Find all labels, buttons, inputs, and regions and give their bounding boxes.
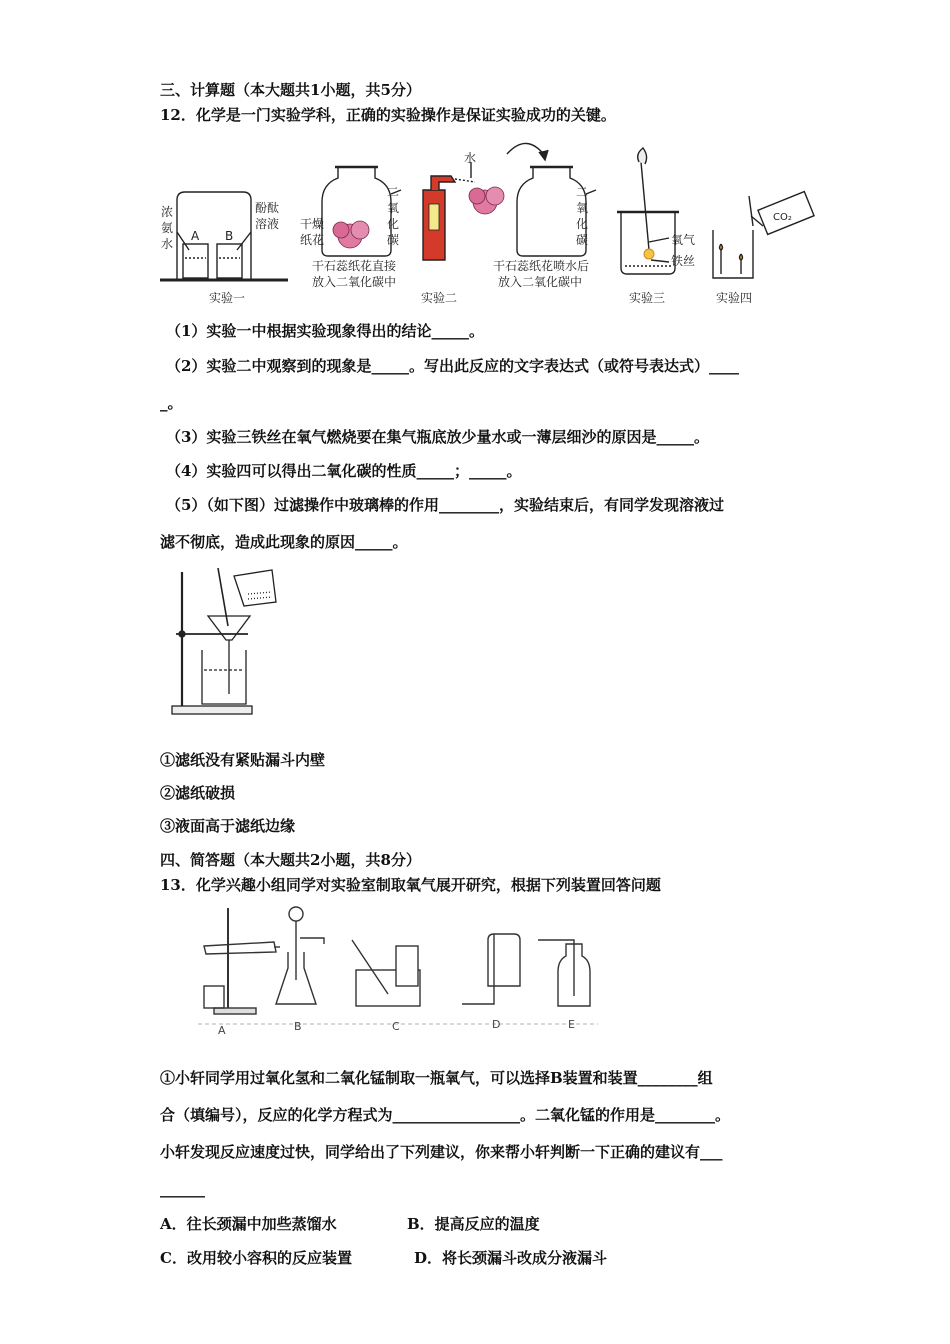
apparatus-label-b: B — [294, 1020, 302, 1033]
label-beaker-a: A — [191, 229, 200, 243]
q12-stem: 12．化学是一门实验学科，正确的实验操作是保证实验成功的关键。 — [160, 106, 616, 124]
co2-right-1: 二 — [576, 185, 589, 199]
label-co2-bottle: CO₂ — [773, 212, 792, 223]
q13-line4: ______ — [160, 1180, 205, 1198]
section-3-title: 三、计算题（本大题共1小题，共5分） — [160, 81, 421, 99]
co2-left-3: 化 — [387, 217, 400, 231]
caption-left-2: 放入二氧化碳中 — [312, 275, 397, 289]
q13-option-d: D．将长颈漏斗改成分液漏斗 — [414, 1249, 608, 1267]
label-oxygen: 氧气 — [671, 233, 696, 247]
apparatus-label-c: C — [392, 1020, 400, 1033]
apparatus-label-a: A — [218, 1024, 226, 1037]
apparatus-label-d: D — [492, 1018, 501, 1031]
label-exp3: 实验三 — [629, 291, 666, 305]
section-4-title: 四、简答题（本大题共2小题，共8分） — [160, 851, 421, 869]
q12-part5-line2: 滤不彻底，造成此现象的原因_____。 — [160, 533, 408, 551]
option-1: ①滤纸没有紧贴漏斗内壁 — [160, 751, 326, 769]
q12-experiments-figure — [155, 132, 825, 310]
label-beaker-b: B — [225, 229, 234, 243]
label-dry: 干燥 — [300, 217, 325, 231]
q12-part4: （4）实验四可以得出二氧化碳的性质_____；_____。 — [166, 462, 522, 480]
q13-line1: ①小轩同学用过氧化氢和二氧化锰制取一瓶氧气，可以选择B装置和装置________组 — [160, 1069, 713, 1087]
co2-right-3: 化 — [576, 217, 589, 231]
q12-part2-line2: _。 — [160, 394, 183, 412]
label-water: 水 — [161, 237, 174, 251]
co2-left-2: 氧 — [387, 201, 400, 215]
co2-left-4: 碳 — [387, 233, 400, 247]
label-exp2: 实验二 — [421, 291, 458, 305]
label-phenol-2: 溶液 — [255, 217, 280, 231]
q13-option-c: C．改用较小容积的反应装置 — [160, 1249, 352, 1267]
caption-left-1: 干石蕊纸花直接 — [312, 259, 397, 273]
label-paper: 纸花 — [300, 233, 325, 247]
q12-part2-line1: （2）实验二中观察到的现象是_____。写出此反应的文字表达式（或符号表达式）____ — [166, 357, 739, 375]
co2-right-2: 氧 — [576, 201, 589, 215]
q13-option-b: B．提高反应的温度 — [407, 1215, 540, 1233]
label-water-spray: 水 — [464, 151, 477, 165]
filtration-figure — [168, 566, 286, 722]
caption-right-1: 干石蕊纸花喷水后 — [493, 259, 590, 273]
label-conc: 浓 — [161, 205, 174, 219]
q13-stem: 13．化学兴趣小组同学对实验室制取氧气展开研究，根据下列装置回答问题 — [160, 876, 661, 894]
option-2: ②滤纸破损 — [160, 784, 236, 802]
apparatus-label-e: E — [568, 1018, 575, 1031]
co2-left-1: 二 — [387, 185, 400, 199]
label-iron: 铁丝 — [671, 254, 696, 268]
q13-option-a: A．往长颈漏中加些蒸馏水 — [160, 1215, 337, 1233]
q12-part3: （3）实验三铁丝在氧气燃烧要在集气瓶底放少量水或一薄层细沙的原因是_____。 — [166, 428, 709, 446]
q12-part1: （1）实验一中根据实验现象得出的结论_____。 — [166, 322, 484, 340]
label-ammonia: 氨 — [161, 221, 174, 235]
q13-line3: 小轩发现反应速度过快，同学给出了下列建议，你来帮小轩判断一下正确的建议有___ — [160, 1143, 723, 1161]
label-exp4: 实验四 — [716, 291, 753, 305]
q12-part5-line1: （5）（如下图）过滤操作中玻璃棒的作用________，实验结束后，有同学发现溶液过 — [166, 496, 724, 514]
label-phenol-1: 酚酞 — [255, 201, 280, 215]
q13-line2: 合（填编号），反应的化学方程式为_________________。二氧化锰的作用是________。 — [160, 1106, 731, 1124]
q13-apparatus-figure — [188, 900, 608, 1040]
co2-right-4: 碳 — [576, 233, 589, 247]
option-3: ③液面高于滤纸边缘 — [160, 817, 296, 835]
caption-right-2: 放入二氧化碳中 — [498, 275, 583, 289]
label-exp1: 实验一 — [209, 291, 246, 305]
